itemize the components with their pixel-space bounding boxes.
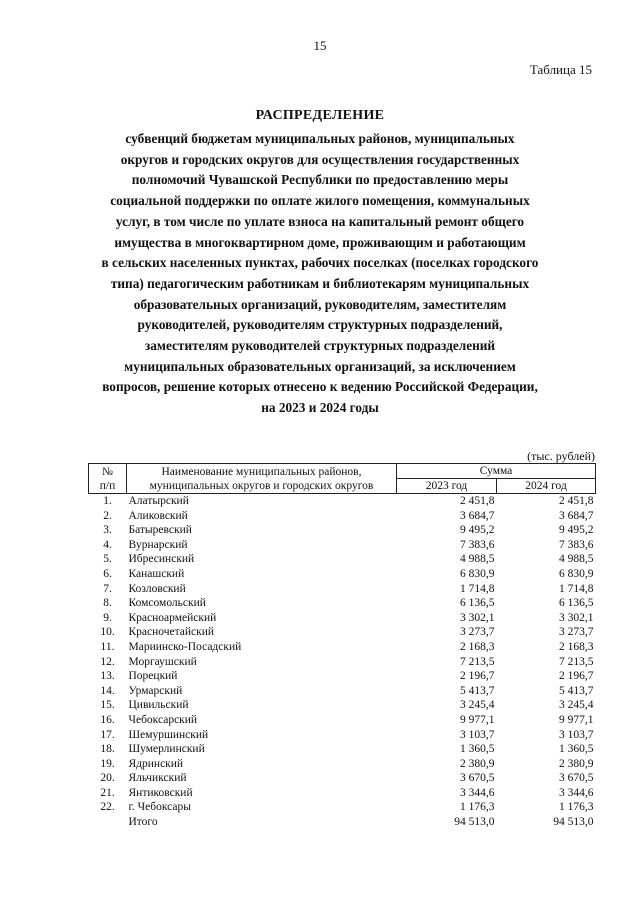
row-value-2024: 1 714,8 — [559, 582, 594, 595]
units-note: (тыс. рублей) — [527, 449, 595, 463]
row-number: 4. — [103, 538, 112, 551]
row-number: 5. — [103, 553, 112, 566]
table-row — [89, 800, 596, 815]
row-value-2023: 9 977,1 — [460, 713, 495, 726]
row-value-2024: 1 360,5 — [559, 743, 594, 756]
row-value-2023: 1 176,3 — [460, 801, 495, 814]
table-row — [89, 669, 596, 684]
table-row — [89, 611, 596, 626]
table-row — [89, 523, 596, 538]
row-number: 21. — [100, 786, 115, 799]
subtitle-line: заместителям руководителей структурных подразделений — [144, 338, 496, 354]
row-number: 7. — [103, 582, 112, 595]
row-number: 18. — [100, 743, 115, 756]
row-value-2023: 3 684,7 — [460, 509, 495, 522]
row-number: 12. — [100, 655, 115, 668]
row-number: 17. — [100, 728, 115, 741]
row-name: Вурнарский — [128, 538, 188, 551]
document-title: РАСПРЕДЕЛЕНИЕ — [255, 108, 385, 123]
row-value-2023: 3 344,6 — [460, 786, 495, 799]
table-body — [89, 494, 596, 830]
row-name: Козловский — [128, 582, 186, 595]
table-row — [89, 582, 596, 597]
row-number: 13. — [100, 670, 115, 683]
row-name: Чебоксарский — [128, 713, 198, 726]
row-number: 8. — [103, 597, 112, 610]
row-value-2023: 2 196,7 — [460, 670, 495, 683]
row-name: Аликовский — [128, 509, 188, 522]
row-value-2024: 3 103,7 — [559, 728, 594, 741]
row-value-2023: 9 495,2 — [460, 524, 495, 537]
row-value-2023: 3 103,7 — [460, 728, 495, 741]
row-name: Итого — [128, 816, 158, 829]
table-row — [89, 509, 596, 524]
table-row — [89, 757, 596, 772]
row-number: 2. — [103, 509, 112, 522]
table-row — [89, 567, 596, 582]
row-value-2024: 3 670,5 — [559, 772, 594, 785]
row-value-2024: 1 176,3 — [559, 801, 594, 814]
table-row — [89, 640, 596, 655]
row-name: Урмарский — [128, 684, 183, 697]
row-value-2023: 2 451,8 — [460, 495, 495, 507]
row-name: Яльчикский — [128, 772, 187, 785]
table-row — [89, 713, 596, 728]
page-number: 15 — [313, 38, 327, 53]
row-value-2023: 6 136,5 — [460, 597, 495, 610]
header-name-line2: муниципальных округов и городских округов — [149, 479, 374, 492]
row-number: 10. — [100, 626, 115, 639]
row-name: Моргаушский — [128, 655, 197, 668]
row-name: г. Чебоксары — [128, 801, 191, 814]
header-name — [127, 464, 397, 494]
row-value-2023: 3 302,1 — [460, 611, 495, 624]
row-value-2023: 2 380,9 — [460, 757, 495, 770]
subtitle-line: округов и городских округов для осуществления государственных — [120, 151, 520, 167]
row-number: 3. — [103, 524, 112, 537]
row-value-2024: 6 830,9 — [559, 567, 594, 580]
row-value-2023: 7 213,5 — [460, 655, 495, 668]
row-value-2023: 3 273,7 — [460, 626, 495, 639]
row-value-2024: 7 213,5 — [559, 655, 594, 668]
row-value-2024: 3 302,1 — [559, 611, 594, 624]
row-value-2024: 3 273,7 — [559, 626, 594, 639]
table-row — [89, 728, 596, 743]
subtitle-line: вопросов, решение которых отнесено к ведению Российской Федерации, — [102, 379, 538, 395]
row-value-2023: 6 830,9 — [460, 567, 495, 580]
table-row — [89, 596, 596, 611]
row-value-2023: 1 714,8 — [460, 582, 495, 595]
row-value-2024: 2 451,8 — [559, 495, 594, 507]
row-value-2024: 94 513,0 — [553, 816, 594, 829]
row-value-2024: 2 196,7 — [559, 670, 594, 683]
row-name: Ибресинский — [128, 553, 195, 566]
row-value-2023: 3 245,4 — [460, 699, 495, 712]
subtitle-line: муниципальных образовательных организаций, за исключением — [124, 358, 516, 374]
row-number: 20. — [100, 772, 115, 785]
row-name: Шемуршинский — [128, 728, 209, 741]
subtitle-line: субвенций бюджетам муниципальных районов, муниципальных — [125, 131, 515, 146]
subtitle-line: образовательных организаций, руководителям, заместителям — [133, 296, 507, 312]
table-row — [89, 786, 596, 801]
row-number — [89, 815, 127, 830]
row-value-2023: 1 360,5 — [460, 743, 495, 756]
row-number: 15. — [100, 699, 115, 712]
row-value-2023: 4 988,5 — [460, 553, 495, 566]
row-number: 9. — [103, 611, 112, 624]
subtitle-line: на 2023 и 2024 годы — [261, 400, 379, 416]
header-year-2024: 2024 год — [497, 479, 596, 494]
table-row — [89, 655, 596, 670]
row-value-2024: 9 977,1 — [559, 713, 594, 726]
header-number-line1: № — [102, 465, 113, 478]
table-row — [89, 494, 596, 509]
row-name: Цивильский — [128, 699, 189, 712]
row-value-2024: 4 988,5 — [559, 553, 594, 566]
table-row — [89, 625, 596, 640]
row-number: 22. — [100, 801, 115, 814]
row-value-2024: 2 168,3 — [559, 640, 594, 653]
row-number: 19. — [100, 757, 115, 770]
row-number: 14. — [100, 684, 115, 697]
document-subtitle — [70, 129, 570, 419]
row-name: Красночетайский — [128, 626, 215, 639]
row-name: Порецкий — [128, 670, 178, 683]
table-row — [89, 742, 596, 757]
table-row — [89, 538, 596, 553]
row-value-2024: 2 380,9 — [559, 757, 594, 770]
row-number: 6. — [103, 567, 112, 580]
row-name: Канашский — [128, 567, 185, 580]
row-name: Мариинско-Посадский — [128, 640, 242, 653]
row-name: Янтиковский — [128, 786, 193, 799]
table-total-row — [89, 815, 596, 830]
allocation-table — [88, 463, 596, 830]
header-number-line2: п/п — [99, 479, 116, 492]
row-name: Батыревский — [128, 524, 192, 537]
subtitle-line: полномочий Чувашской Республики по предоставлению меры — [131, 172, 509, 188]
row-value-2024: 3 245,4 — [559, 699, 594, 712]
row-name: Ядринский — [128, 757, 184, 770]
header-name-line1: Наименование муниципальных районов, — [161, 465, 362, 478]
row-value-2024: 9 495,2 — [559, 524, 594, 537]
subtitle-line: социальной поддержки по оплате жилого помещения, коммунальных — [110, 193, 530, 209]
subtitle-line: типа) педагогическим работникам и библиотекарям муниципальных — [110, 275, 530, 291]
table-label: Таблица 15 — [529, 62, 592, 77]
row-value-2023: 5 413,7 — [460, 684, 495, 697]
table-row — [89, 552, 596, 567]
row-name: Алатырский — [128, 495, 189, 507]
subtitle-line: в сельских населенных пунктах, рабочих поселках (поселках городского — [101, 255, 539, 271]
row-number: 11. — [100, 640, 115, 653]
header-year-2023: 2023 год — [397, 479, 497, 494]
subtitle-line: имущества в многоквартирном доме, проживающим и работающим — [114, 234, 526, 250]
row-value-2024: 3 344,6 — [559, 786, 594, 799]
row-value-2024: 3 684,7 — [559, 509, 594, 522]
subtitle-line: услуг, в том числе по уплате взноса на капитальный ремонт общего — [115, 213, 525, 229]
row-name: Шумерлинский — [128, 743, 205, 756]
subtitle-line: руководителей, руководителям структурных подразделений, — [137, 317, 503, 333]
row-value-2024: 6 136,5 — [559, 597, 594, 610]
row-name: Комсомольский — [128, 597, 206, 610]
table-row — [89, 684, 596, 699]
row-value-2023: 7 383,6 — [460, 538, 495, 551]
row-name: Красноармейский — [128, 611, 217, 624]
header-number — [89, 464, 127, 494]
row-number: 16. — [100, 713, 115, 726]
row-value-2024: 5 413,7 — [559, 684, 594, 697]
table-row — [89, 771, 596, 786]
title-block — [70, 108, 570, 419]
row-value-2023: 3 670,5 — [460, 772, 495, 785]
table-header-row — [89, 464, 596, 479]
row-value-2024: 7 383,6 — [559, 538, 594, 551]
table-row — [89, 698, 596, 713]
header-sum: Сумма — [397, 464, 596, 479]
row-number: 1. — [103, 495, 112, 507]
row-value-2023: 2 168,3 — [460, 640, 495, 653]
row-value-2023: 94 513,0 — [454, 816, 495, 829]
